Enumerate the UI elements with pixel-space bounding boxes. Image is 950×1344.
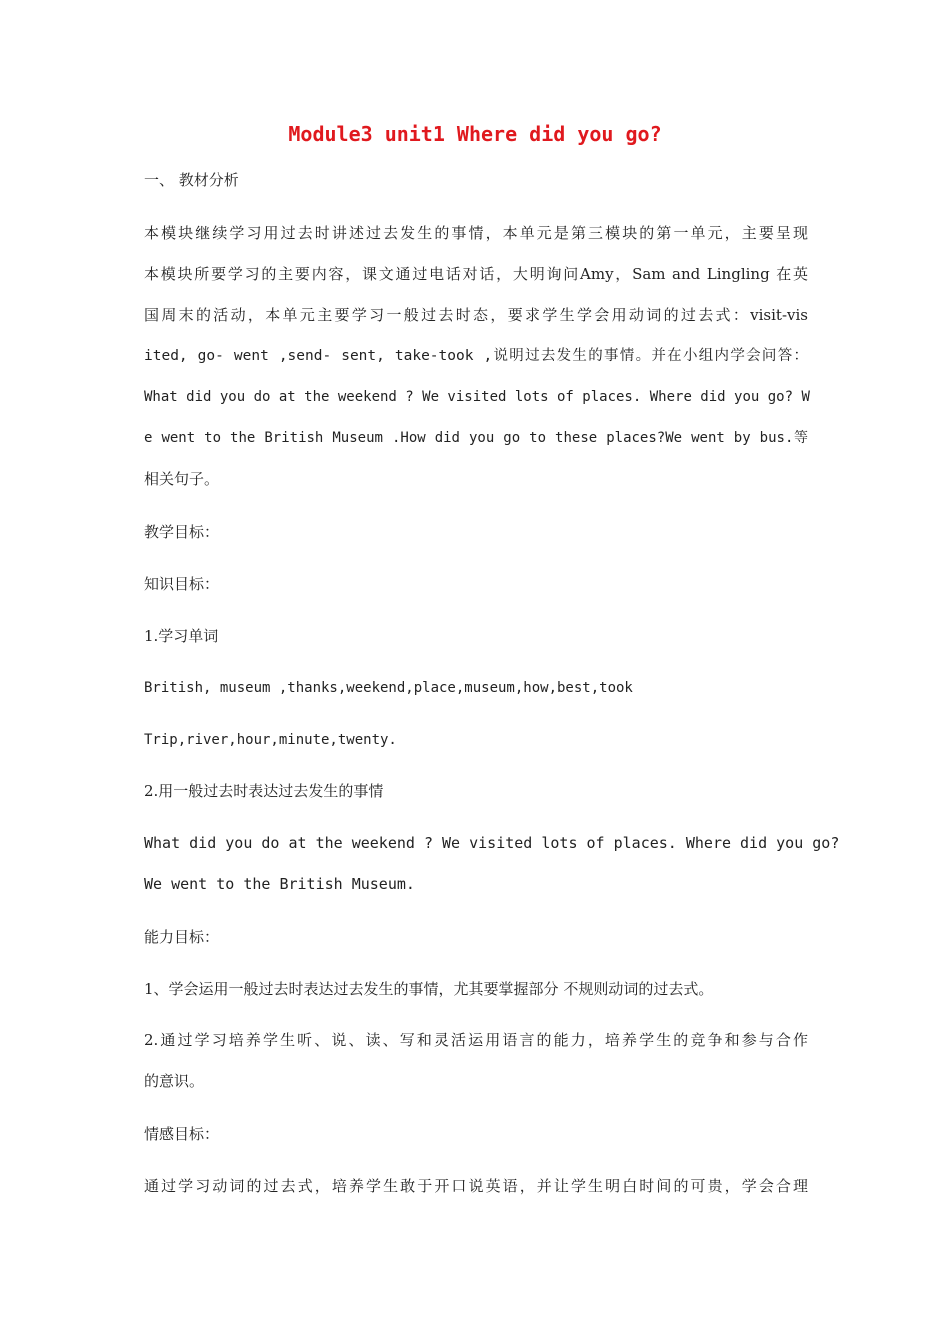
ability-line: 2.通过学习培养学生听、说、读、写和灵活运用语言的能力，培养学生的竞争和参与合作 (144, 1031, 808, 1049)
example-line: What did you do at the weekend ? We visited lots of places. Where did you go? (144, 834, 840, 852)
intro-paragraph (144, 213, 808, 500)
section-heading: 一、 教材分析 (144, 171, 239, 189)
emotion-line: 通过学习动词的过去式，培养学生敢于开口说英语，并让学生明白时间的可贵，学会合理 (144, 1177, 808, 1195)
ability-item-1: 1、学会运用一般过去时表达过去发生的事情，尤其要掌握部分 不规则动词的过去式。 (144, 980, 714, 998)
intro-line: 国周末的活动，本单元主要学习一般过去时态，要求学生学会用动词的过去式：visit-vis (144, 306, 808, 324)
intro-line: What did you do at the weekend ? We visited lots of places. Where did you go? W (144, 389, 810, 405)
vocabulary-line: British, museum ,thanks,weekend,place,museum,how,best,took (144, 680, 633, 696)
intro-line: 相关句子。 (144, 470, 220, 488)
emotion-paragraph (144, 1166, 808, 1207)
intro-line: 本模块所要学习的主要内容，课文通过电话对话，大明询问Amy，Sam and Lingling 在英 (144, 265, 808, 283)
intro-line: 本模块继续学习用过去时讲述过去发生的事情，本单元是第三模块的第一单元，主要呈现 (144, 224, 808, 242)
emotion-goals-heading: 情感目标： (144, 1125, 220, 1143)
ability-line: 的意识。 (144, 1072, 205, 1090)
document-title: Module3 unit1 Where did you go? (288, 122, 662, 146)
item-past-tense: 2.用一般过去时表达过去发生的事情 (144, 782, 384, 800)
intro-line: e went to the British Museum .How did you go to these places?We went by bus.等 (144, 430, 808, 446)
ability-item-2 (144, 1020, 808, 1102)
teaching-goals-heading: 教学目标： (144, 523, 220, 541)
example-line: We went to the British Museum. (144, 875, 415, 893)
example-sentences (144, 823, 840, 905)
ability-goals-heading: 能力目标： (144, 928, 220, 946)
item-learn-words: 1.学习单词 (144, 627, 219, 645)
intro-line: ited, go- went ,send- sent, take-took ,说明过去发生的事情。并在小组内学会问答： (144, 348, 808, 364)
vocabulary-line: Trip,river,hour,minute,twenty. (144, 732, 397, 748)
knowledge-goals-heading: 知识目标： (144, 575, 220, 593)
